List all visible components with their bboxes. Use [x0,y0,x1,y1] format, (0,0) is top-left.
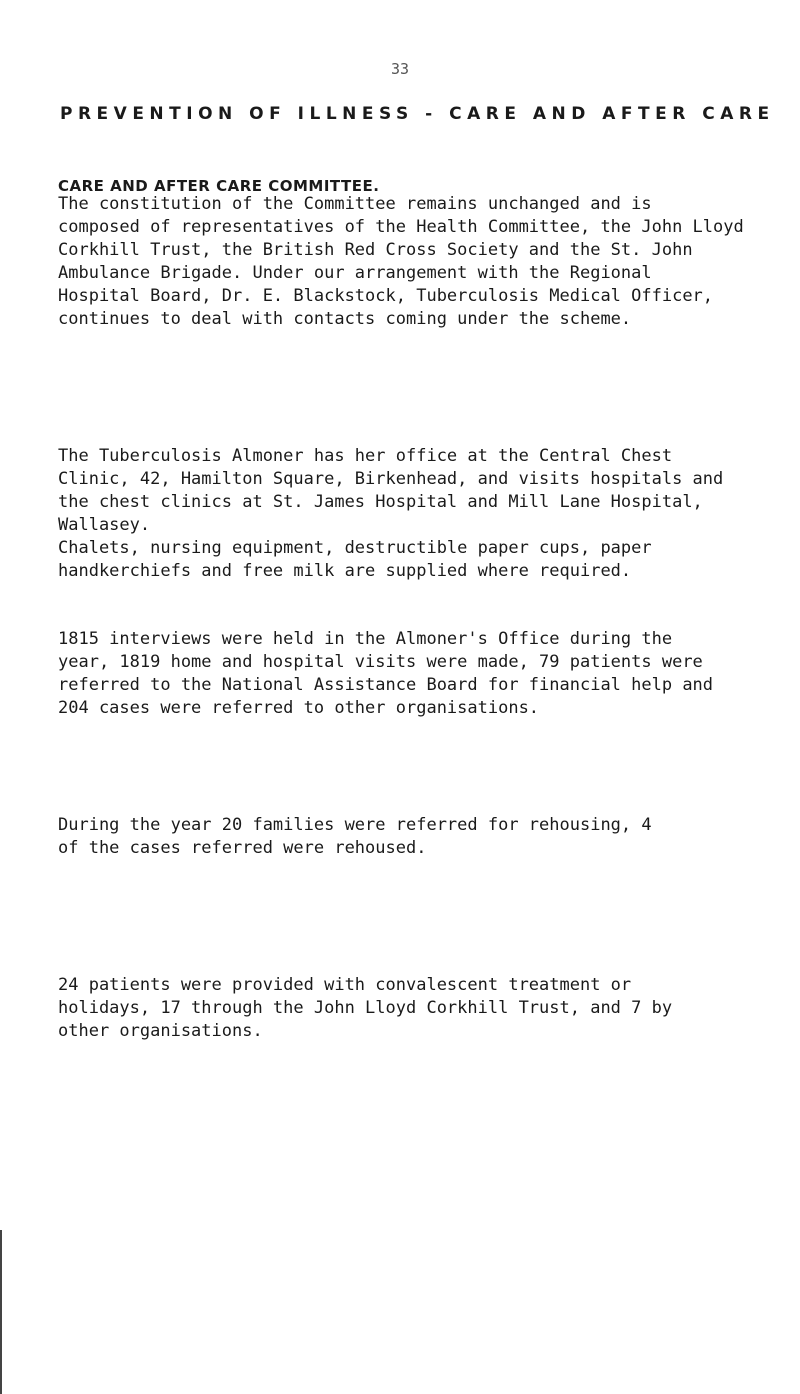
paragraph-interviews: 1815 interviews were held in the Almoner's Office during the year, 1819 home and hospital visits were made, 79 patients were referred to the National Assistance Board for financial help and 204 cases were referred to other organisations. [58,629,714,718]
paragraph-convalescent-treatment: 24 patients were provided with convalescent treatment or holidays, 17 through the John Lloyd Corkhill Trust, and 7 by other organisations. [58,975,673,1041]
paragraph-tuberculosis-almoner: The Tuberculosis Almoner has her office at the Central Chest Clinic, 42, Hamilton Square, Birkenhead, and visits hospitals and the chest clinics at St. James Hospital and Mill Lane Hospital, Wallasey. [58,446,724,535]
paragraph-committee-constitution: The constitution of the Committee remains unchanged and is composed of representatives of the Health Committee, the John Lloyd Corkhill Trust, the British Red Cross Society and the St. John Ambulance Brigade. Under our arrangement with the Regional Hospital Board, Dr. E. Blackstock, Tuberculosis Medical Officer, continues to deal with contacts coming under the scheme. [58,194,744,329]
scan-margin-line [0,1230,2,1394]
paragraph-supplies: Chalets, nursing equipment, destructible paper cups, paper handkerchiefs and free milk are supplied where required. [58,538,652,581]
section-heading: CARE AND AFTER CARE COMMITTEE. [58,177,380,195]
paragraph-rehousing: During the year 20 families were referred for rehousing, 4 of the cases referred were rehoused. [58,815,652,858]
page-title: PREVENTION OF ILLNESS - CARE AND AFTER CARE [60,104,775,124]
page-number: 33 [390,60,410,78]
